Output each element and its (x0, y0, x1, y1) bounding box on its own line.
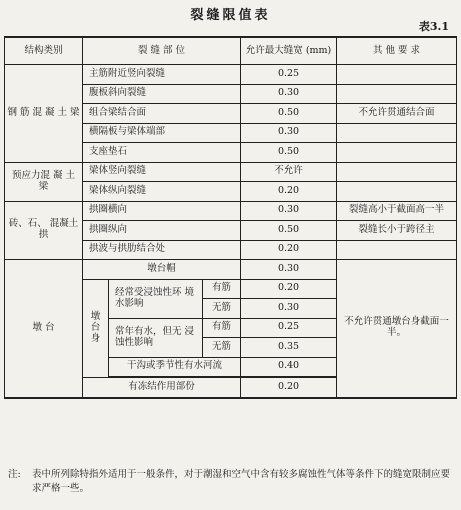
cell-width: 0.20 (241, 182, 337, 202)
cell-position: 拱圈横向 (83, 201, 241, 221)
cell-other (337, 143, 457, 163)
header-row (5, 37, 457, 65)
cell-other: 不允许贯通结合面 (337, 104, 457, 124)
cell-position: 主筋附近竖向裂缝 (83, 65, 241, 85)
cell-width: 不允许 (241, 162, 337, 182)
cell-width: 0.30 (241, 123, 337, 143)
crack-limit-table (4, 36, 457, 399)
header-width: 允许最大缝宽 (mm) (241, 37, 337, 65)
cell-other (337, 84, 457, 104)
cell-position: 组合梁结合面 (83, 104, 241, 124)
cell-other: 不允许贯通墩台身截面一半。 (337, 260, 457, 398)
cell-position: 墩台帽 (83, 260, 241, 280)
cell-width: 0.30 (241, 260, 337, 280)
cell-position: 支座垫石 (83, 143, 241, 163)
cell-width: 0.30 (241, 84, 337, 104)
pier-body-label: 墩 台 身 (83, 279, 109, 378)
cell-width: 0.20 (241, 378, 337, 398)
cell-width: 0.50 (241, 143, 337, 163)
group-pier: 墩 台 (5, 260, 83, 398)
cell-position: 拱波与拱肋结合处 (83, 240, 241, 260)
cell-width: 0.20 (241, 240, 337, 260)
header-position: 裂 缝 部 位 (83, 37, 241, 65)
cell-position: 梁体纵向裂缝 (83, 182, 241, 202)
cell-rebar: 无筋 (203, 299, 241, 319)
group-arch: 砖、石、 混凝土拱 (5, 201, 83, 260)
cell-position: 有冻结作用部份 (83, 378, 241, 398)
cell-position: 常年有水，但无 浸蚀性影响 (109, 318, 203, 357)
cell-other (337, 162, 457, 182)
cell-position: 经常受浸蚀性环 境水影响 (109, 279, 203, 318)
table-row (5, 260, 457, 280)
cell-width: 0.25 (241, 318, 337, 338)
table-note (8, 468, 456, 496)
cell-width: 0.50 (241, 104, 337, 124)
cell-other: 裂缝长小于跨径主 (337, 221, 457, 241)
cell-width: 0.20 (241, 279, 337, 299)
cell-other (337, 123, 457, 143)
cell-width: 0.50 (241, 221, 337, 241)
group-rc-beam: 钢 筋 混 凝 土 梁 (5, 65, 83, 163)
cell-position: 干沟或季节性有水河流 (109, 357, 241, 377)
cell-other (337, 240, 457, 260)
note-text: 表中所列除特指外适用于一般条件，对于潮湿和空气中含有较多腐蚀性气体等条件下的缝宽限制应要求严格一些。 (32, 469, 451, 494)
cell-rebar: 无筋 (203, 338, 241, 358)
cell-other (337, 182, 457, 202)
table-title: 裂缝限值表 (190, 8, 271, 23)
cell-position: 横隔板与梁体端部 (83, 123, 241, 143)
header-category: 结构类别 (5, 37, 83, 65)
table-row (5, 162, 457, 182)
table-number: 表3.1 (418, 20, 449, 33)
cell-position: 腹板斜向裂缝 (83, 84, 241, 104)
note-label: 注: (8, 469, 21, 480)
table-row (5, 201, 457, 221)
cell-width: 0.30 (241, 299, 337, 319)
cell-width: 0.25 (241, 65, 337, 85)
cell-rebar: 有筋 (203, 318, 241, 338)
cell-position: 梁体竖向裂缝 (83, 162, 241, 182)
group-prestressed-beam: 预应力混 凝 土 梁 (5, 162, 83, 201)
cell-width: 0.35 (241, 338, 337, 358)
header-other: 其 他 要 求 (337, 37, 457, 65)
cell-position: 拱圈纵向 (83, 221, 241, 241)
table-row (5, 65, 457, 85)
cell-other (337, 65, 457, 85)
cell-width: 0.40 (241, 357, 337, 377)
cell-other: 裂缝高小于截面高一半 (337, 201, 457, 221)
cell-rebar: 有筋 (203, 279, 241, 299)
cell-width: 0.30 (241, 201, 337, 221)
